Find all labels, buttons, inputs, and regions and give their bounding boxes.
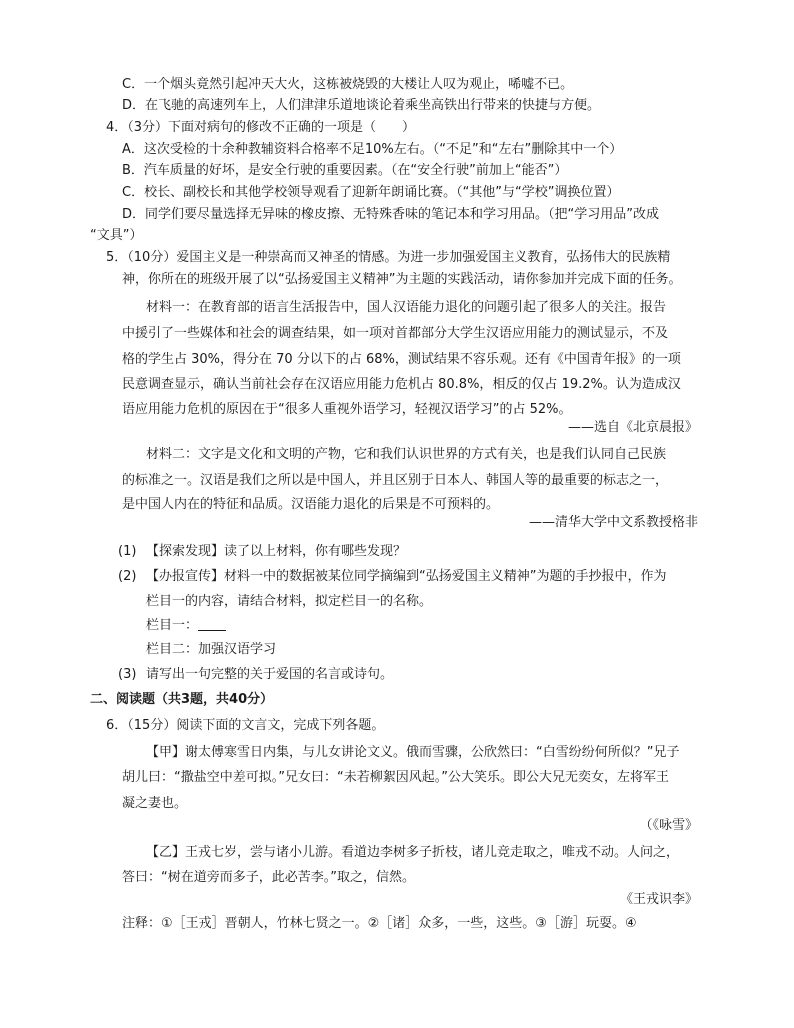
material2-line2: 的标准之一。汉语是我们之所以是中国人，并且区别于日本人、韩国人等的最重要的标志之一， [122,473,669,488]
q4-option-b: B．汽车质量的好坏，是安全行驶的重要因素。（在“安全行驶”前加上“能否”） [122,163,568,178]
q3-option-c: C．一个烟头竟然引起冲天大火，这栋被烧毁的大楼让人叹为观止，唏嘘不已。 [122,77,574,92]
passage-yi-line1: 【乙】王戎七岁，尝与诸小儿游。看道边李树多子折枝，诸儿竞走取之，唯戎不动。人问之， [146,845,680,860]
subq3-text: 请写出一句完整的关于爱国的名言或诗句。 [146,667,394,682]
q4-option-d-line2: “文具”） [90,228,143,243]
q4-option-c: C．校长、副校长和其他学校领导观看了迎新年朗诵比赛。（“其他”与“学校”调换位置） [122,185,620,200]
column1-line [146,616,226,636]
annotation-notes: 注释：①［王戎］晋朝人，竹林七贤之一。②［诸］众多，一些，这些。③［游］玩耍。④ [122,916,637,931]
material1-line1: 材料一：在教育部的语言生活报告中，国人汉语能力退化的问题引起了很多人的关注。报告 [146,300,667,315]
column1-label: 栏目一： [146,618,199,633]
subq1-text: 【探索发现】读了以上材料，你有哪些发现？ [146,544,407,559]
material1-line4: 民意调查显示，确认当前社会存在汉语应用能力危机占 80.8%，相反的仅占 19.2%。认为造成汉 [122,377,681,392]
passage-yi-line2: 答曰：“树在道旁而多子，此必苦李。”取之，信然。 [122,870,415,885]
subq1-number: (1) [118,544,137,559]
column1-answer-blank[interactable] [198,616,226,631]
q4-option-a: A．这次受检的十余种教辅资料合格率不足10%左右。（“不足”和“左右”删除其中一个） [122,142,623,157]
passage-jia-source: （《咏雪》 [639,818,698,833]
material1-source: ——选自《北京晨报》 [567,420,698,435]
material2-source: ——清华大学中文系教授格非 [528,515,698,530]
q4-option-d-line1: D．同学们要尽量选择无异味的橡皮擦、无特殊香味的笔记本和学习用品。（把“学习用品”改成 [122,207,659,222]
material2-line1: 材料二：文字是文化和文明的产物，它和我们认识世界的方式有关，也是我们认同自己民族 [146,447,667,462]
passage-jia-line1: 【甲】谢太傅寒雪日内集，与儿女讲论文义。俄而雪骤，公欣然曰：“白雪纷纷何所似？”兄子 [146,745,680,760]
q6-stem: 6．（15分）阅读下面的文言文，完成下列各题。 [106,718,385,733]
material2-line3: 是中国人内在的特征和品质。汉语能力退化的后果是不可预料的。 [122,497,500,512]
q5-stem-line1: 5．（10分）爱国主义是一种崇高而又神圣的情感。为进一步加强爱国主义教育，弘扬伟大的民族精 [106,250,671,265]
subq2-text-line1: 【办报宣传】材料一中的数据被某位同学摘编到“弘扬爱国主义精神”为题的手抄报中，作为 [146,569,667,584]
material1-line3: 格的学生占 30%，得分在 70 分以下的占 68%，测试结果不容乐观。还有《中国青年报》的一项 [122,352,681,367]
material1-line5: 语应用能力危机的原因在于“很多人重视外语学习，轻视汉语学习”的占 52%。 [122,402,572,417]
q5-stem-line2: 神，你所在的班级开展了以“弘扬爱国主义精神”为主题的实践活动，请你参加并完成下面的任务。 [122,272,682,287]
passage-yi-source: 《王戎识李》 [619,892,698,907]
q4-stem: 4．（3分）下面对病句的修改不正确的一项是（ ） [106,120,416,135]
q3-option-d: D．在飞驰的高速列车上，人们津津乐道地谈论着乘坐高铁出行带来的快捷与方便。 [122,98,601,113]
subq3-number: (3) [118,667,137,682]
section2-title: 二、阅读题（共3题，共40分） [90,692,274,707]
subq2-text-line2: 栏目一的内容，请结合材料，拟定栏目一的名称。 [146,594,433,609]
column2-label: 栏目二：加强汉语学习 [146,642,277,657]
material1-line2: 中援引了一些媒体和社会的调查结果，如一项对首都部分大学生汉语应用能力的测试显示，不及 [122,326,669,341]
subq2-number: (2) [118,569,137,584]
passage-jia-line2: 胡儿曰：“撒盐空中差可拟。”兄女曰：“未若柳絮因风起。”公大笑乐。即公大兄无奕女，左将军王 [122,770,669,785]
passage-jia-line3: 凝之妻也。 [122,796,188,811]
